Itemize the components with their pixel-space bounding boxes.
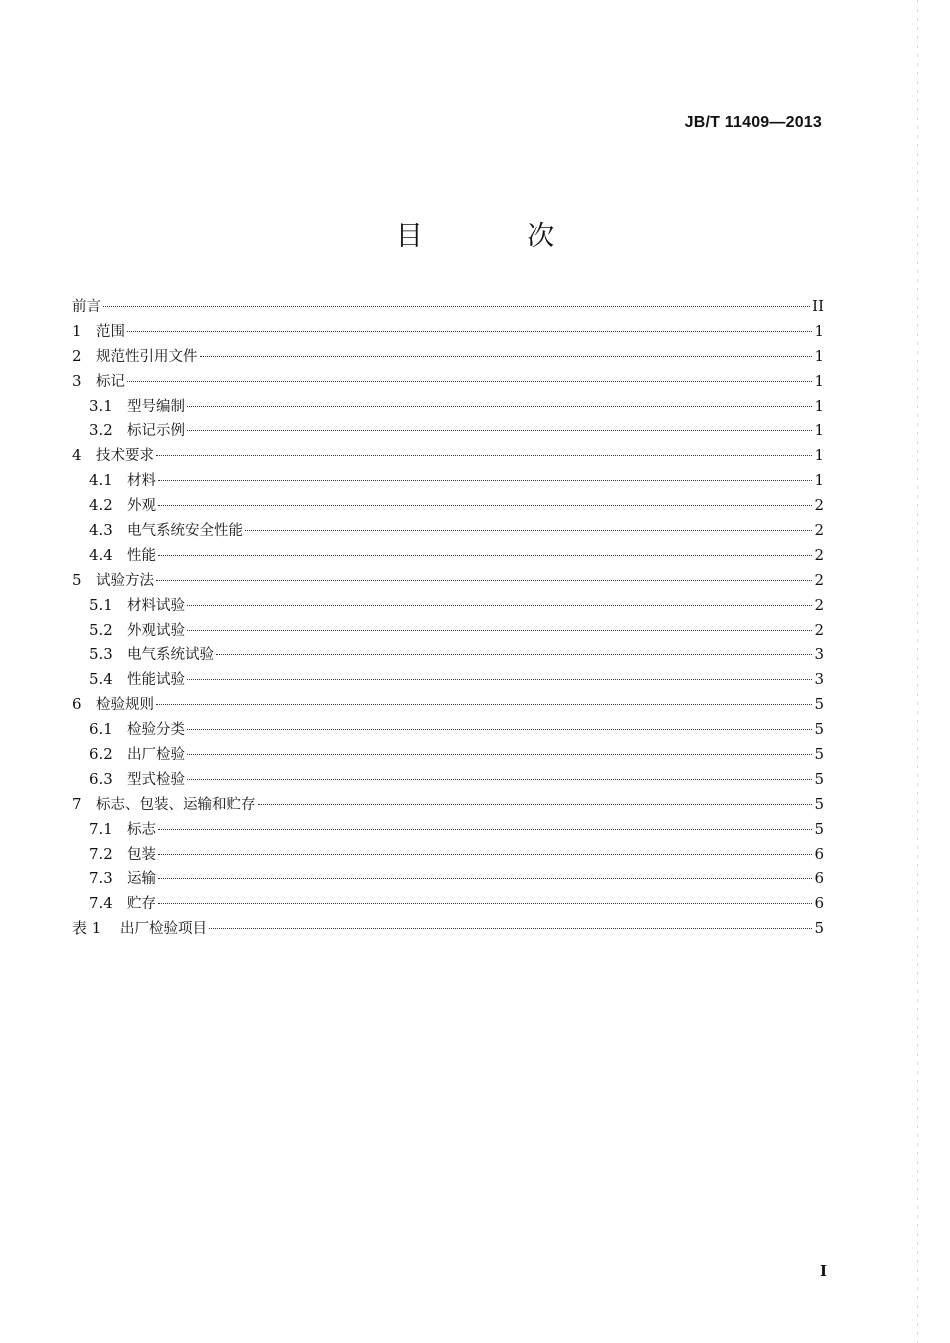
- dot-leader: [158, 480, 812, 481]
- toc-entry-number: 4.3: [89, 521, 113, 540]
- toc-entry[interactable]: [72, 842, 824, 867]
- toc-entry[interactable]: [72, 493, 824, 518]
- toc-entry-label: 范围: [96, 323, 125, 340]
- toc-entry-label: 前言: [72, 299, 101, 315]
- toc-entry-page: 2: [814, 496, 824, 515]
- toc-entry[interactable]: [72, 543, 824, 568]
- toc-entry-page: 3: [814, 645, 824, 664]
- toc-entry-page: 5: [814, 819, 824, 838]
- toc-entry-page: 3: [814, 670, 824, 689]
- toc-entry[interactable]: [72, 792, 824, 817]
- toc-entry[interactable]: [72, 593, 824, 618]
- toc-entry[interactable]: [72, 642, 824, 667]
- toc-entry-page: 2: [814, 570, 824, 589]
- toc-entry-label: 外观: [127, 498, 156, 515]
- dot-leader: [127, 381, 812, 382]
- toc-entry-number: 6: [72, 695, 82, 714]
- toc-entry-page: 5: [814, 745, 824, 764]
- toc-entry-number: 4.4: [89, 545, 113, 564]
- toc-entry-label: 包装: [127, 846, 156, 863]
- dot-leader: [156, 580, 812, 581]
- toc-entry-label: 标记: [96, 373, 125, 390]
- dot-leader: [158, 829, 812, 830]
- toc-entry-number: 4: [72, 446, 82, 465]
- toc-entry[interactable]: [72, 518, 824, 543]
- toc-entry-page: 6: [814, 844, 824, 863]
- toc-entry-label: 出厂检验: [127, 747, 185, 764]
- dot-leader: [187, 406, 812, 407]
- toc-entry-page: 5: [814, 919, 824, 938]
- toc-entry-label: 标记示例: [127, 423, 185, 440]
- toc-entry-page: 6: [814, 894, 824, 913]
- toc-entry-label: 运输: [127, 871, 156, 888]
- toc-entry-number: 4.1: [89, 471, 113, 490]
- toc-entry-label: 电气系统安全性能: [127, 523, 243, 540]
- toc-entry-number: 6.3: [89, 769, 113, 788]
- toc-entry-number: 3.2: [89, 421, 113, 440]
- toc-entry-number: 5.4: [89, 670, 113, 689]
- toc-entry-label: 外观试验: [127, 622, 185, 639]
- toc-entry[interactable]: [72, 394, 824, 419]
- dot-leader: [187, 729, 812, 730]
- toc-entry-page: 5: [814, 794, 824, 813]
- toc-entry[interactable]: [72, 319, 824, 344]
- toc-entry-page: 2: [814, 595, 824, 614]
- dot-leader: [187, 754, 812, 755]
- toc-entry-label: 试验方法: [96, 572, 154, 589]
- toc-entry-number: 表 1: [72, 919, 102, 938]
- toc-entry-page: 1: [814, 321, 824, 340]
- dot-leader: [187, 630, 812, 631]
- dot-leader: [187, 779, 812, 780]
- dot-leader: [200, 356, 813, 357]
- toc-entry-label: 规范性引用文件: [96, 348, 198, 365]
- toc-entry-page: 2: [814, 620, 824, 639]
- toc-entry-label: 技术要求: [96, 448, 154, 465]
- dot-leader: [158, 505, 812, 506]
- toc-entry[interactable]: [72, 418, 824, 443]
- dot-leader: [127, 331, 812, 332]
- dot-leader: [187, 430, 812, 431]
- toc-entry[interactable]: [72, 866, 824, 891]
- toc-entry-number: 6.1: [89, 720, 113, 739]
- toc-entry-label: 检验分类: [127, 722, 185, 739]
- dot-leader: [187, 605, 812, 606]
- dot-leader: [156, 704, 812, 705]
- toc-entry-number: 1: [72, 321, 82, 340]
- toc-entry-number: 7.4: [89, 894, 113, 913]
- page-title: 目 次: [395, 221, 603, 252]
- dot-leader: [158, 854, 812, 855]
- toc-entry-page: 1: [814, 346, 824, 365]
- toc-entry-number: 5.3: [89, 645, 113, 664]
- toc-entry[interactable]: [72, 344, 824, 369]
- toc-entry-page: 1: [814, 471, 824, 490]
- page-number: I: [819, 1262, 827, 1280]
- dot-leader: [216, 654, 812, 655]
- toc-entry[interactable]: [72, 443, 824, 468]
- standard-code: JB/T 11409—2013: [684, 114, 822, 131]
- toc-entry-label: 标志: [127, 821, 156, 838]
- toc-entry[interactable]: [72, 692, 824, 717]
- toc-entry-page: 1: [814, 396, 824, 415]
- dot-leader: [245, 530, 812, 531]
- toc-entry[interactable]: [72, 667, 824, 692]
- dot-leader: [258, 804, 813, 805]
- toc-entry[interactable]: [72, 891, 824, 916]
- dot-leader: [103, 306, 810, 307]
- toc-entry-label: 出厂检验项目: [120, 921, 207, 938]
- dot-leader: [209, 928, 812, 929]
- toc-entry[interactable]: [72, 294, 824, 319]
- toc-entry[interactable]: [72, 916, 824, 941]
- toc-entry-label: 电气系统试验: [127, 647, 214, 664]
- toc-entry-label: 型号编制: [127, 398, 185, 415]
- toc-entry-number: 3.1: [89, 396, 113, 415]
- toc-entry-page: 1: [814, 421, 824, 440]
- toc-entry-number: 4.2: [89, 496, 113, 515]
- toc-entry-label: 标志、包装、运输和贮存: [96, 796, 256, 813]
- toc-entry[interactable]: [72, 742, 824, 767]
- toc-entry[interactable]: [72, 618, 824, 643]
- toc-entry-label: 贮存: [127, 896, 156, 913]
- toc-entry[interactable]: [72, 468, 824, 493]
- toc-entry[interactable]: [72, 717, 824, 742]
- dot-leader: [158, 555, 812, 556]
- toc-entry-label: 材料: [127, 473, 156, 490]
- dot-leader: [158, 878, 812, 879]
- toc-entry-number: 5: [72, 570, 82, 589]
- dot-leader: [158, 903, 812, 904]
- toc-entry-page: 6: [814, 869, 824, 888]
- toc-entry[interactable]: [72, 568, 824, 593]
- toc-entry-number: 5.2: [89, 620, 113, 639]
- toc-entry-number: 7.1: [89, 819, 113, 838]
- toc-entry-label: 检验规则: [96, 697, 154, 714]
- toc-entry-label: 性能: [127, 547, 156, 564]
- toc-entry-number: 7: [72, 794, 82, 813]
- toc-entry-page: 5: [814, 695, 824, 714]
- toc-entry-number: 3: [72, 371, 82, 390]
- toc-entry-number: 2: [72, 346, 82, 365]
- dot-leader: [156, 455, 812, 456]
- toc-entry-number: 5.1: [89, 595, 113, 614]
- toc-entry-page: II: [812, 297, 824, 315]
- dot-leader: [187, 679, 812, 680]
- toc-entry-page: 2: [814, 545, 824, 564]
- toc-entry-page: 2: [814, 521, 824, 540]
- toc-entry[interactable]: [72, 369, 824, 394]
- toc-entry-page: 1: [814, 371, 824, 390]
- toc-entry-page: 5: [814, 769, 824, 788]
- toc-entry-page: 1: [814, 446, 824, 465]
- toc-entry-label: 材料试验: [127, 597, 185, 614]
- toc-entry[interactable]: [72, 817, 824, 842]
- toc-entry-label: 性能试验: [127, 672, 185, 689]
- toc-entry-page: 5: [814, 720, 824, 739]
- toc-entry-number: 6.2: [89, 745, 113, 764]
- scan-edge-marks: [917, 0, 918, 1343]
- toc-entry-label: 型式检验: [127, 771, 185, 788]
- toc-entry[interactable]: [72, 767, 824, 792]
- toc-entry-number: 7.3: [89, 869, 113, 888]
- toc-entry-number: 7.2: [89, 844, 113, 863]
- table-of-contents: [72, 294, 824, 941]
